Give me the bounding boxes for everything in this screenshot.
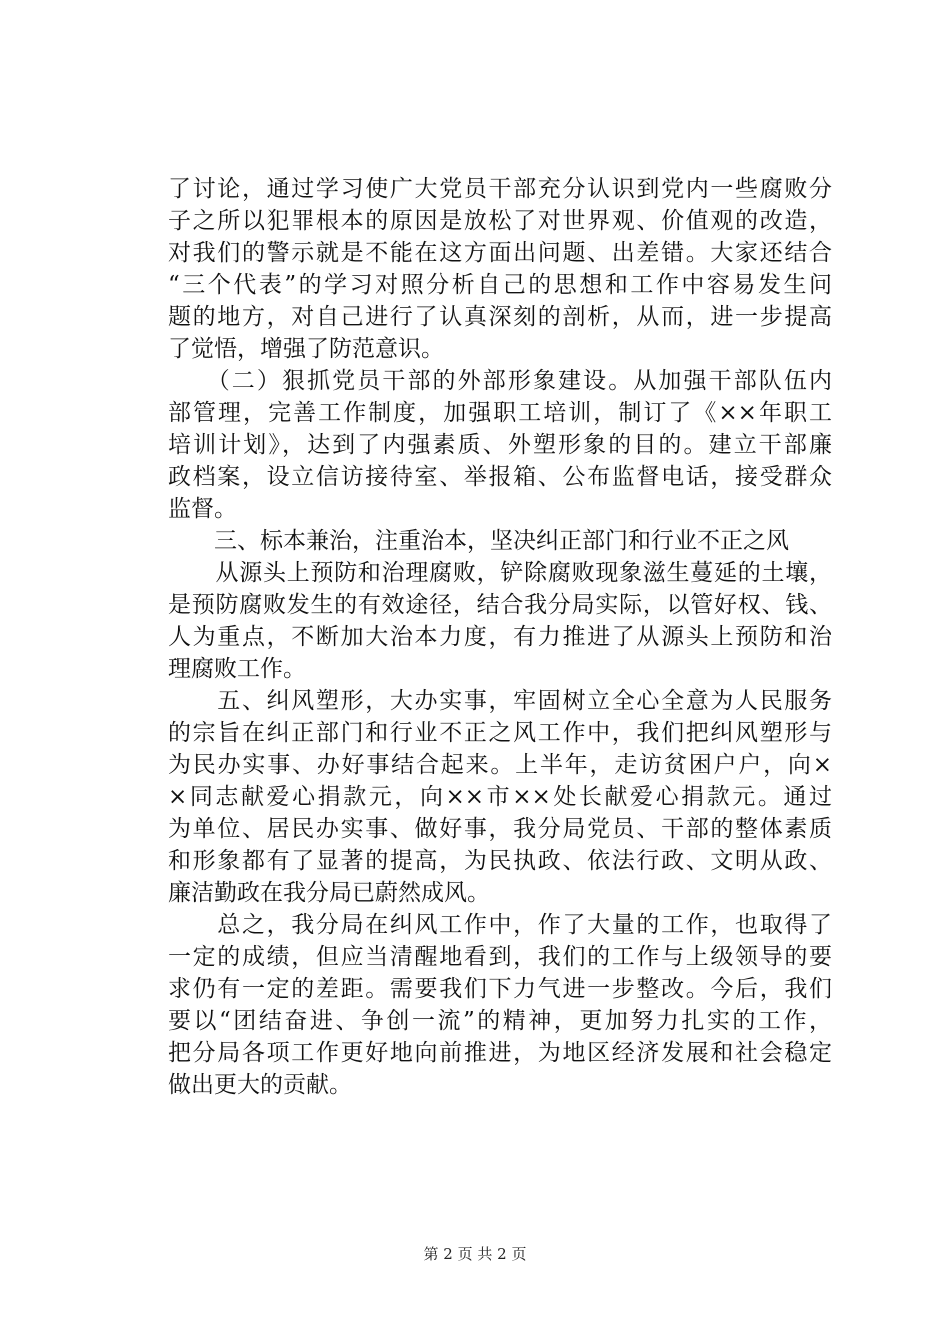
text-line: 部管理，完善工作制度，加强职工培训，制订了《××年职工 [168, 400, 832, 426]
text-line: 子之所以犯罪根本的原因是放松了对世界观、价值观的改造， [168, 208, 832, 234]
text-line: 总之，我分局在纠风工作中，作了大量的工作，也取得了 [168, 912, 832, 938]
text-line: 做出更大的贡献。 [168, 1072, 352, 1098]
text-line: 的宗旨在纠正部门和行业不正之风工作中，我们把纠风塑形与 [168, 720, 832, 746]
text-line: 和形象都有了显著的提高，为民执政、依法行政、文明从政、 [168, 848, 832, 874]
text-line: （二）狠抓党员干部的外部形象建设。从加强干部队伍内 [168, 368, 832, 394]
text-line: 五、纠风塑形，大办实事，牢固树立全心全意为人民服务 [168, 688, 832, 714]
text-line: 要以“团结奋进、争创一流”的精神，更加努力扎实的工作， [168, 1008, 832, 1034]
text-line: “三个代表”的学习对照分析自己的思想和工作中容易发生问 [168, 272, 832, 298]
text-line: 求仍有一定的差距。需要我们下力气进一步整改。今后，我们 [168, 976, 832, 1002]
text-line: ×同志献爱心捐款元，向××市××处长献爱心捐款元。通过 [168, 784, 832, 810]
text-line: 政档案，设立信访接待室、举报箱、公布监督电话，接受群众 [168, 464, 832, 490]
text-line: 廉洁勤政在我分局已蔚然成风。 [168, 880, 490, 906]
text-line: 为单位、居民办实事、做好事，我分局党员、干部的整体素质 [168, 816, 832, 842]
page-footer: 第 2 页 共 2 页 [423, 1245, 527, 1263]
text-line: 人为重点，不断加大治本力度，有力推进了从源头上预防和治 [168, 624, 832, 650]
text-line: 了讨论，通过学习使广大党员干部充分认识到党内一些腐败分 [168, 176, 832, 202]
text-line: 了觉悟，增强了防范意识。 [168, 336, 444, 362]
text-line: 把分局各项工作更好地向前推进，为地区经济发展和社会稳定 [168, 1040, 832, 1066]
body-text [168, 173, 832, 1101]
text-line: 监督。 [168, 496, 237, 522]
text-line: 一定的成绩，但应当清醒地看到，我们的工作与上级领导的要 [168, 944, 832, 970]
text-line: 题的地方，对自己进行了认真深刻的剖析，从而，进一步提高 [168, 304, 832, 330]
text-line: 对我们的警示就是不能在这方面出问题、出差错。大家还结合 [168, 240, 832, 266]
text-line: 培训计划》，达到了内强素质、外塑形象的目的。建立干部廉 [168, 432, 832, 458]
text-line: 理腐败工作。 [168, 656, 306, 682]
text-line: 三、标本兼治，注重治本，坚决纠正部门和行业不正之风 [168, 528, 789, 554]
text-line: 是预防腐败发生的有效途径，结合我分局实际，以管好权、钱、 [168, 592, 832, 618]
text-line: 为民办实事、办好事结合起来。上半年，走访贫困户户，向× [168, 752, 832, 778]
text-line: 从源头上预防和治理腐败，铲除腐败现象滋生蔓延的土壤， [168, 560, 832, 586]
